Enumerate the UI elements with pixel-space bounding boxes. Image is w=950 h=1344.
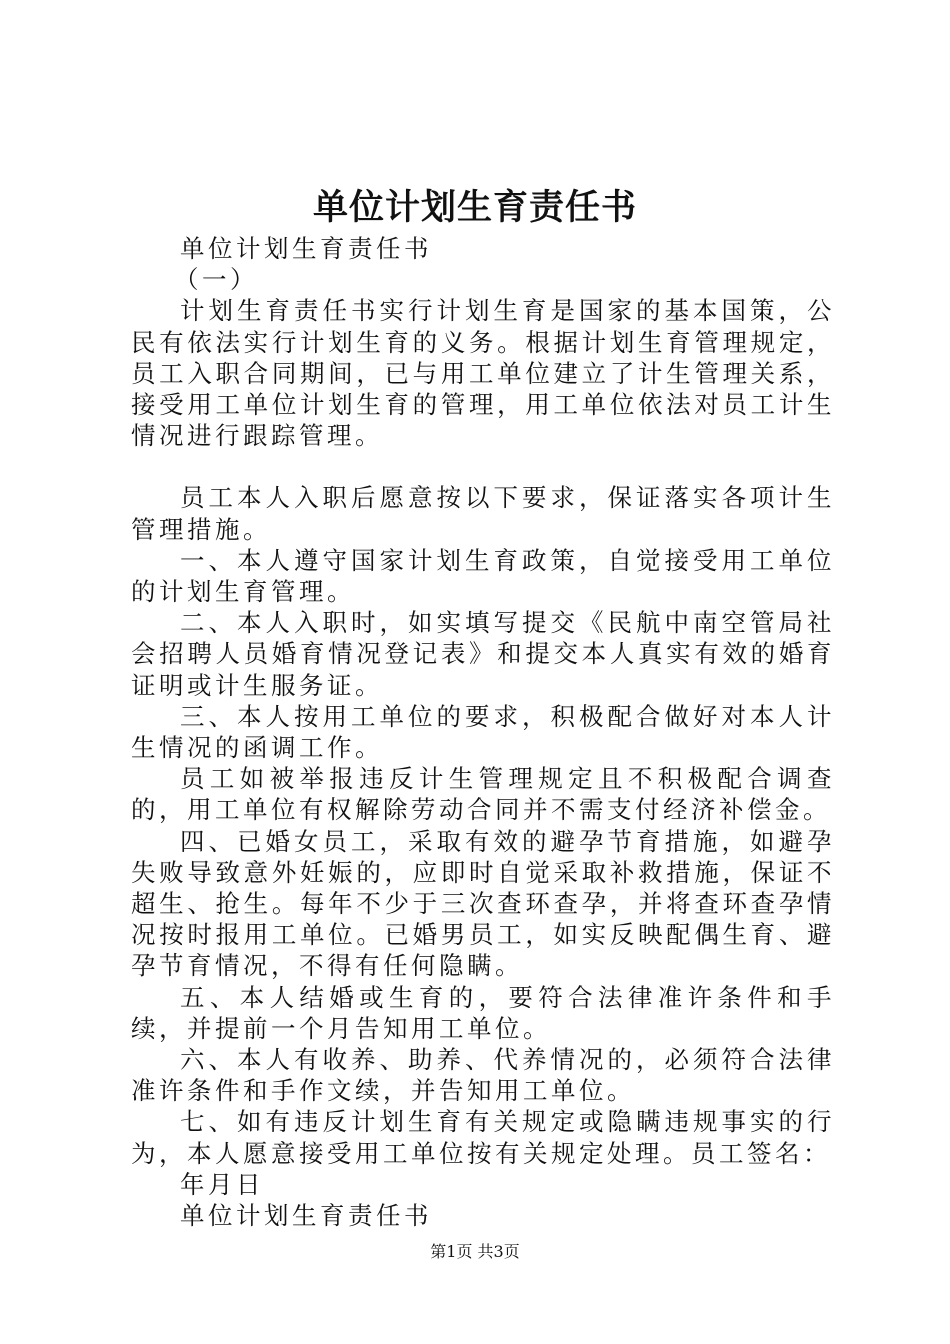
clause-2: 二、本人入职时，如实填写提交《民航中南空管局社会招聘人员婚育情况登记表》和提交本人真实有效的婚育证明或计生服务证。 [131, 608, 835, 700]
clause-3-note: 员工如被举报违反计生管理规定且不积极配合调查的，用工单位有权解除劳动合同并不需支付经济补偿金。 [131, 764, 835, 825]
paragraph-requirements: 员工本人入职后愿意按以下要求，保证落实各项计生管理措施。 [131, 483, 835, 544]
paragraph-gap [131, 451, 835, 482]
section-mark: （一） [174, 265, 258, 295]
clause-7: 七、如有违反计划生育有关规定或隐瞒违规事实的行为，本人愿意接受用工单位按有关规定处理。员工签名： [131, 1107, 835, 1168]
closing-title: 单位计划生育责任书 [180, 1201, 432, 1231]
page-footer: 第1页 共3页 [430, 1242, 520, 1261]
document-body [131, 233, 835, 1231]
paragraph-intro: 计划生育责任书实行计划生育是国家的基本国策，公民有依法实行计划生育的义务。根据计划生育管理规定，员工入职合同期间，已与用工单位建立了计生管理关系，接受用工单位计划生育的管理，用工单位依法对员工计生情况进行跟踪管理。 [131, 296, 835, 451]
date-line: 年月日 [180, 1169, 264, 1199]
subtitle: 单位计划生育责任书 [180, 234, 432, 263]
clause-3: 三、本人按用工单位的要求，积极配合做好对本人计生情况的函调工作。 [131, 701, 835, 763]
document-title: 单位计划生育责任书 [312, 187, 637, 228]
clause-5: 五、本人结婚或生育的，要符合法律准许条件和手续，并提前一个月告知用工单位。 [131, 982, 835, 1043]
clause-4: 四、已婚女员工，采取有效的避孕节育措施，如避孕失败导致意外妊娠的，应即时自觉采取补救措施，保证不超生、抢生。每年不少于三次查环查孕，并将查环查孕情况按时报用工单位。已婚男员工，如实反映配偶生育、避孕节育情况，不得有任何隐瞒。 [131, 826, 835, 981]
clause-1: 一、本人遵守国家计划生育政策，自觉接受用工单位的计划生育管理。 [131, 545, 835, 607]
clause-6: 六、本人有收养、助养、代养情况的，必须符合法律准许条件和手作文续，并告知用工单位。 [131, 1045, 835, 1106]
